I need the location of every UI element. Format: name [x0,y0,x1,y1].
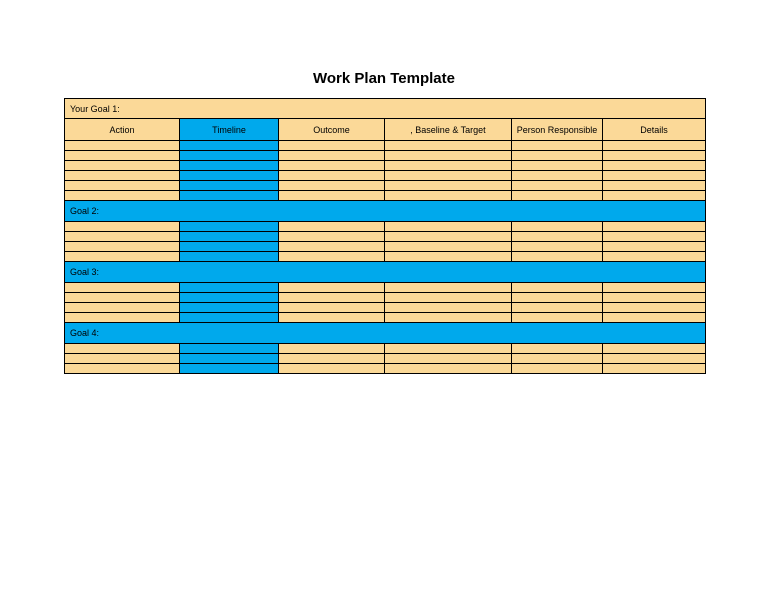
table-cell[interactable] [279,222,385,232]
table-cell[interactable] [603,283,706,293]
table-cell[interactable] [512,181,603,191]
table-cell[interactable] [603,181,706,191]
table-cell[interactable] [65,181,180,191]
table-cell[interactable] [180,283,279,293]
work-plan-table [64,98,706,374]
table-cell[interactable] [512,171,603,181]
table-cell[interactable] [512,232,603,242]
table-cell[interactable] [385,344,512,354]
table-cell[interactable] [603,313,706,323]
table-cell[interactable] [279,364,385,374]
table-cell[interactable] [279,283,385,293]
table-cell[interactable] [279,252,385,262]
table-row [65,283,706,293]
table-cell[interactable] [512,222,603,232]
header-row [65,119,706,141]
table-cell[interactable] [603,151,706,161]
table-cell[interactable] [512,141,603,151]
table-cell[interactable] [512,364,603,374]
table-cell[interactable] [180,364,279,374]
goal-label[interactable]: Goal 4: [65,323,706,344]
goal-label[interactable]: Goal 3: [65,262,706,283]
table-cell[interactable] [385,303,512,313]
table-cell[interactable] [65,191,180,201]
goal-row [65,323,706,344]
table-row [65,151,706,161]
table-cell[interactable] [180,242,279,252]
goal-label[interactable]: Your Goal 1: [65,99,706,119]
table-cell[interactable] [65,222,180,232]
table-row [65,344,706,354]
table-cell[interactable] [603,171,706,181]
goal-row [65,262,706,283]
table-cell[interactable] [279,232,385,242]
table-cell[interactable] [385,171,512,181]
table-row [65,354,706,364]
table-cell[interactable] [279,242,385,252]
table-cell[interactable] [180,181,279,191]
table-row [65,242,706,252]
table-cell[interactable] [180,222,279,232]
table-cell[interactable] [603,293,706,303]
table-cell[interactable] [385,181,512,191]
table-cell[interactable] [603,141,706,151]
table-cell[interactable] [603,354,706,364]
table-cell[interactable] [512,191,603,201]
table-cell[interactable] [279,171,385,181]
table-cell[interactable] [603,161,706,171]
column-header: Details [603,119,706,141]
table-row [65,222,706,232]
table-row [65,232,706,242]
goal-row [65,201,706,222]
column-header: Outcome [279,119,385,141]
table-cell[interactable] [279,293,385,303]
table-cell[interactable] [512,313,603,323]
table-cell[interactable] [279,141,385,151]
table-cell[interactable] [65,242,180,252]
table-cell[interactable] [279,151,385,161]
table-cell[interactable] [512,252,603,262]
table-cell[interactable] [385,161,512,171]
table-cell[interactable] [385,232,512,242]
table-cell[interactable] [279,181,385,191]
table-cell[interactable] [279,303,385,313]
table-cell[interactable] [279,313,385,323]
table-cell[interactable] [385,283,512,293]
table-cell[interactable] [603,252,706,262]
table-cell[interactable] [385,141,512,151]
table-row [65,171,706,181]
table-cell[interactable] [65,151,180,161]
table-cell[interactable] [180,303,279,313]
table-cell[interactable] [385,252,512,262]
table-cell[interactable] [279,191,385,201]
table-cell[interactable] [180,191,279,201]
page-title: Work Plan Template [313,70,455,87]
table-row [65,141,706,151]
table-cell[interactable] [279,354,385,364]
table-cell[interactable] [65,293,180,303]
table-cell[interactable] [385,242,512,252]
column-header: Person Responsible [512,119,603,141]
table-cell[interactable] [180,151,279,161]
table-cell[interactable] [385,364,512,374]
table-row [65,161,706,171]
table-cell[interactable] [603,191,706,201]
column-header: , Baseline & Target [385,119,512,141]
table-cell[interactable] [65,141,180,151]
table-row [65,252,706,262]
table-cell[interactable] [385,354,512,364]
table-cell[interactable] [65,252,180,262]
table-cell[interactable] [65,232,180,242]
table-cell[interactable] [180,344,279,354]
table-cell[interactable] [65,161,180,171]
column-header: Action [65,119,180,141]
goal-label[interactable]: Goal 2: [65,201,706,222]
table-cell[interactable] [512,242,603,252]
table-cell[interactable] [603,232,706,242]
column-header: Timeline [180,119,279,141]
table-cell[interactable] [385,313,512,323]
table-cell[interactable] [512,293,603,303]
table-row [65,191,706,201]
table-cell[interactable] [512,283,603,293]
table-cell[interactable] [180,354,279,364]
table-cell[interactable] [385,222,512,232]
table-cell[interactable] [65,364,180,374]
table-row [65,364,706,374]
table-cell[interactable] [512,344,603,354]
table-cell[interactable] [603,242,706,252]
table-cell[interactable] [180,161,279,171]
table-cell[interactable] [65,354,180,364]
table-cell[interactable] [512,151,603,161]
table-row [65,313,706,323]
table-cell[interactable] [65,283,180,293]
table-cell[interactable] [180,141,279,151]
table-cell[interactable] [385,191,512,201]
table-cell[interactable] [385,293,512,303]
table-cell[interactable] [512,354,603,364]
table-cell[interactable] [512,161,603,171]
table-cell[interactable] [180,313,279,323]
table-row [65,181,706,191]
table-cell[interactable] [385,151,512,161]
table-cell[interactable] [603,303,706,313]
table-cell[interactable] [65,313,180,323]
table-cell[interactable] [512,303,603,313]
table-cell[interactable] [603,364,706,374]
table-cell[interactable] [65,303,180,313]
goal-row [65,99,706,119]
table-row [65,303,706,313]
table-cell[interactable] [65,344,180,354]
table-cell[interactable] [279,161,385,171]
table-cell[interactable] [279,344,385,354]
table-cell[interactable] [180,232,279,242]
table-cell[interactable] [180,293,279,303]
table-cell[interactable] [603,344,706,354]
table-row [65,293,706,303]
table-cell[interactable] [180,171,279,181]
table-cell[interactable] [65,171,180,181]
table-cell[interactable] [180,252,279,262]
table-cell[interactable] [603,222,706,232]
